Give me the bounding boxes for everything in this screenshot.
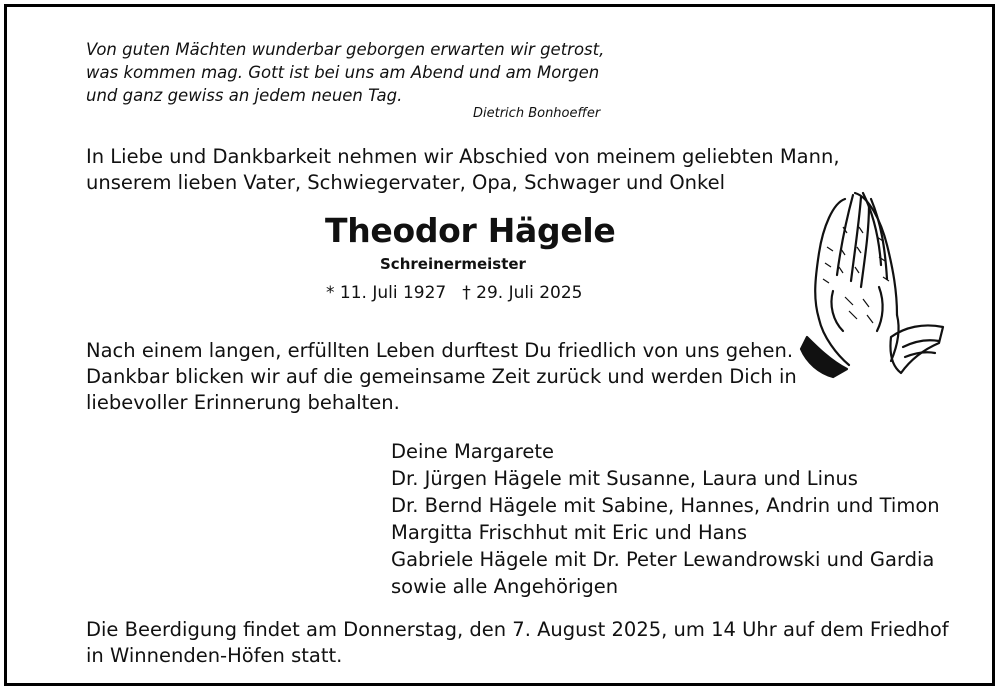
quote-line: Von guten Mächten wunderbar geborgen erwarten wir getrost, [86, 40, 605, 59]
praying-hands-icon [793, 187, 948, 382]
mourner: Gabriele Hägele mit Dr. Peter Lewandrowski und Gardia [391, 548, 935, 571]
death-date: † 29. Juli 2025 [462, 283, 583, 303]
birth-date: * 11. Juli 1927 [326, 283, 447, 303]
farewell-line: liebevoller Erinnerung behalten. [86, 391, 400, 414]
quote [86, 38, 604, 107]
intro-text [86, 144, 840, 196]
mourners-list [391, 438, 940, 600]
intro-line: In Liebe und Dankbarkeit nehmen wir Abschied von meinem geliebten Mann, [86, 145, 840, 168]
funeral-line: Die Beerdigung findet am Donnerstag, den 7. August 2025, um 14 Uhr auf dem Friedhof [86, 618, 949, 641]
obituary-frame [4, 4, 995, 686]
mourner: Deine Margarete [391, 440, 554, 463]
mourner: Dr. Jürgen Hägele mit Susanne, Laura und Linus [391, 467, 858, 490]
farewell-line: Dankbar blicken wir auf die gemeinsame Zeit zurück und werden Dich in [86, 365, 797, 388]
farewell-text [86, 338, 797, 416]
quote-line: was kommen mag. Gott ist bei uns am Abend und am Morgen [86, 63, 600, 82]
life-dates [326, 283, 583, 303]
mourner: Dr. Bernd Hägele mit Sabine, Hannes, Andrin und Timon [391, 494, 940, 517]
mourner: sowie alle Angehörigen [391, 575, 619, 598]
farewell-line: Nach einem langen, erfüllten Leben durftest Du friedlich von uns gehen. [86, 339, 794, 362]
intro-line: unserem lieben Vater, Schwiegervater, Opa, Schwager und Onkel [86, 171, 726, 194]
quote-line: und ganz gewiss an jedem neuen Tag. [86, 86, 403, 105]
quote-author: Dietrich Bonhoeffer [473, 106, 601, 121]
funeral-line: in Winnenden-Höfen statt. [86, 644, 343, 667]
deceased-title: Schreinermeister [380, 255, 526, 273]
deceased-name: Theodor Hägele [325, 211, 616, 250]
mourner: Margitta Frischhut mit Eric und Hans [391, 521, 748, 544]
funeral-info [86, 617, 949, 669]
